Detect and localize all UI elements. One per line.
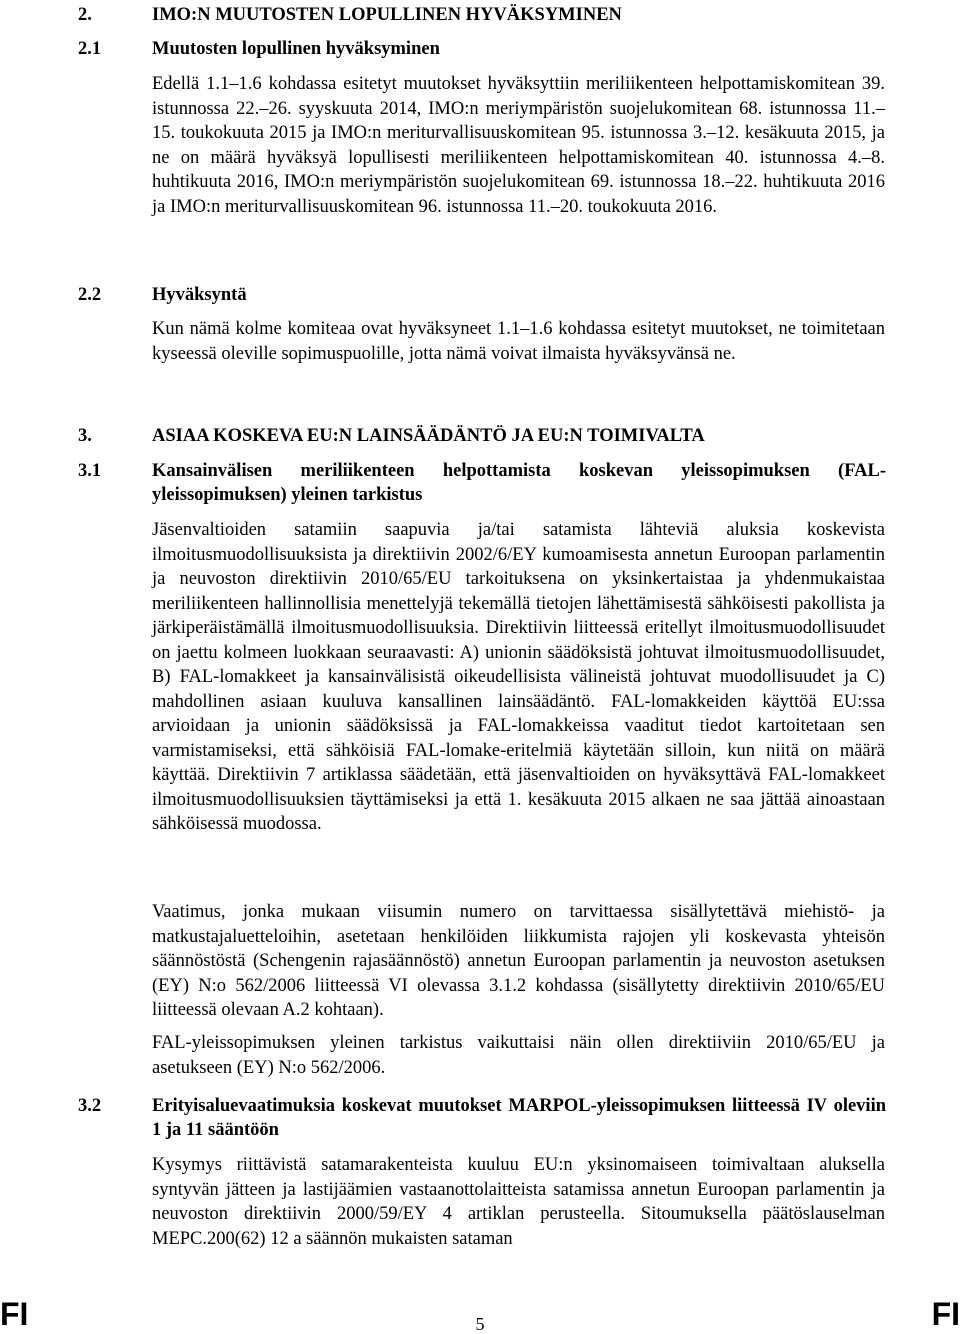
section-title: Hyväksyntä — [152, 285, 247, 305]
section-title: Muutosten lopullinen hyväksyminen — [152, 39, 440, 59]
section-3-2-body: Kysymys riittävistä satamarakenteista kuuluu EU:n yksinomaiseen toimivaltaan aluksella syntyvän jätteen ja lastijäämien vastaanottolaitteista satamissa annetun Euroopan parlamentin ja neuvoston direktiivin 2000/59/EY 4 artiklan perusteella. Sitoumuksella päätöslauselman MEPC.200(62) 12 a säännön mukaisten sataman — [152, 1155, 885, 1249]
section-3-1-paragraph-1: Jäsenvaltioiden satamiin saapuvia ja/tai satamista lähteviä aluksia koskevista ilmoitusmuodollisuuksista ja direktiivin 2002/6/EY kumoamisesta annetun Euroopan parlamentin ja neuvoston direktiivin 2010/65/EU tarkoituksena on yksinkertaistaa ja yhdenmukaistaa meriliikenteen hallinnollisia menettelyjä tekemällä tietojen lähettämisestä sähköisesti pakollista ja järkiperäistämällä ilmoitusmuodollisuuksia. Direktiivin liitteessä eritellyt ilmoitusmuodollisuudet on jaettu kolmeen luokkaan seuraavasti: A) unionin säädöksistä johtuvat ilmoitusmuodollisuudet, B) FAL-lomakkeet ja kansainvälisistä oikeudellisista välineistä johtuvat muodollisuudet ja C) mahdollinen asiaan kuuluva kansallinen lainsäädäntö. FAL-lomakkeiden käyttöä EU:ssa arvioidaan ja unionin säädöksissä ja FAL-lomakkeissa vaaditut tiedot kartoitetaan sen varmistamiseksi, että sähköisiä FAL-lomake-eritelmiä käytetään silloin, kun niitä on määrä käyttää. Direktiivin 7 artiklassa säädetään, että jäsenvaltioiden on hyväksyttävä FAL-lomakkeet ilmoitusmuodollisuuksien täyttämiseksi ja että 1. kesäkuuta 2015 alkaen ne saa jättää ainoastaan sähköisessä muodossa. — [152, 520, 885, 834]
section-3-1-paragraph-3: FAL-yleissopimuksen yleinen tarkistus vaikuttaisi näin ollen direktiiviin 2010/65/EU ja asetukseen (EY) N:o 562/2006. — [152, 1033, 885, 1078]
page-number: 5 — [475, 1314, 485, 1334]
section-title: Erityisaluevaatimuksia koskevat muutokset MARPOL-yleissopimuksen liitteessä IV oleviin 1 ja 11 sääntöön — [152, 1096, 886, 1141]
section-number: 2.2 — [78, 285, 102, 305]
section-2-2-body: Kun nämä kolme komiteaa ovat hyväksyneet 1.1–1.6 kohdassa esitetyt muutokset, ne toimitetaan kyseessä oleville sopimuspuolille, jotta nämä voivat ilmaista hyväksyvänsä ne. — [152, 319, 885, 364]
section-number: 2.1 — [78, 39, 102, 59]
section-title: IMO:N MUUTOSTEN LOPULLINEN HYVÄKSYMINEN — [152, 5, 622, 25]
section-title: ASIAA KOSKEVA EU:N LAINSÄÄDÄNTÖ JA EU:N TOIMIVALTA — [152, 426, 705, 446]
section-3-1-heading — [78, 459, 886, 508]
section-number: 3.1 — [78, 461, 102, 481]
footer-language-left: FI — [0, 1296, 29, 1332]
section-2-1-body: Edellä 1.1–1.6 kohdassa esitetyt muutokset hyväksyttiin meriliikenteen helpottamiskomitean 39. istunnossa 22.–26. syyskuuta 2014, IMO:n meriympäristön suojelukomitean 68. istunnossa 11.–15. toukokuuta 2015 ja IMO:n meriturvallisuuskomitean 95. istunnossa 3.–12. kesäkuuta 2015, ja ne on määrä hyväksyä lopullisesti meriliikenteen helpottamiskomitean 40. istunnossa 4.–8. huhtikuuta 2016, IMO:n meriympäristön suojelukomitean 69. istunnossa 18.–22. huhtikuuta 2016 ja IMO:n meriturvallisuuskomitean 96. istunnossa 11.–20. toukokuuta 2016. — [152, 74, 885, 217]
section-title: Kansainvälisen meriliikenteen helpottamista koskevan yleissopimuksen (FAL-yleissopimuksen) yleinen tarkistus — [152, 461, 886, 506]
section-3-2-heading — [78, 1094, 886, 1143]
section-number: 2. — [78, 5, 92, 25]
section-number: 3.2 — [78, 1096, 102, 1116]
section-number: 3. — [78, 426, 92, 446]
section-3-1-paragraph-2: Vaatimus, jonka mukaan viisumin numero on tarvittaessa sisällytettävä miehistö- ja matkustajaluetteloihin, asetetaan henkilöiden liikkumista rajojen yli koskevasta yhteisön säännöstöstä (Schengenin rajasäännöstö) annetun Euroopan parlamentin ja neuvoston asetuksen (EY) N:o 562/2006 liitteessä VI olevassa 3.1.2 kohdassa (sisällytetty direktiivin 2010/65/EU liitteessä olevaan A.2 kohtaan). — [152, 902, 885, 1020]
footer-language-right: FI — [931, 1296, 960, 1332]
